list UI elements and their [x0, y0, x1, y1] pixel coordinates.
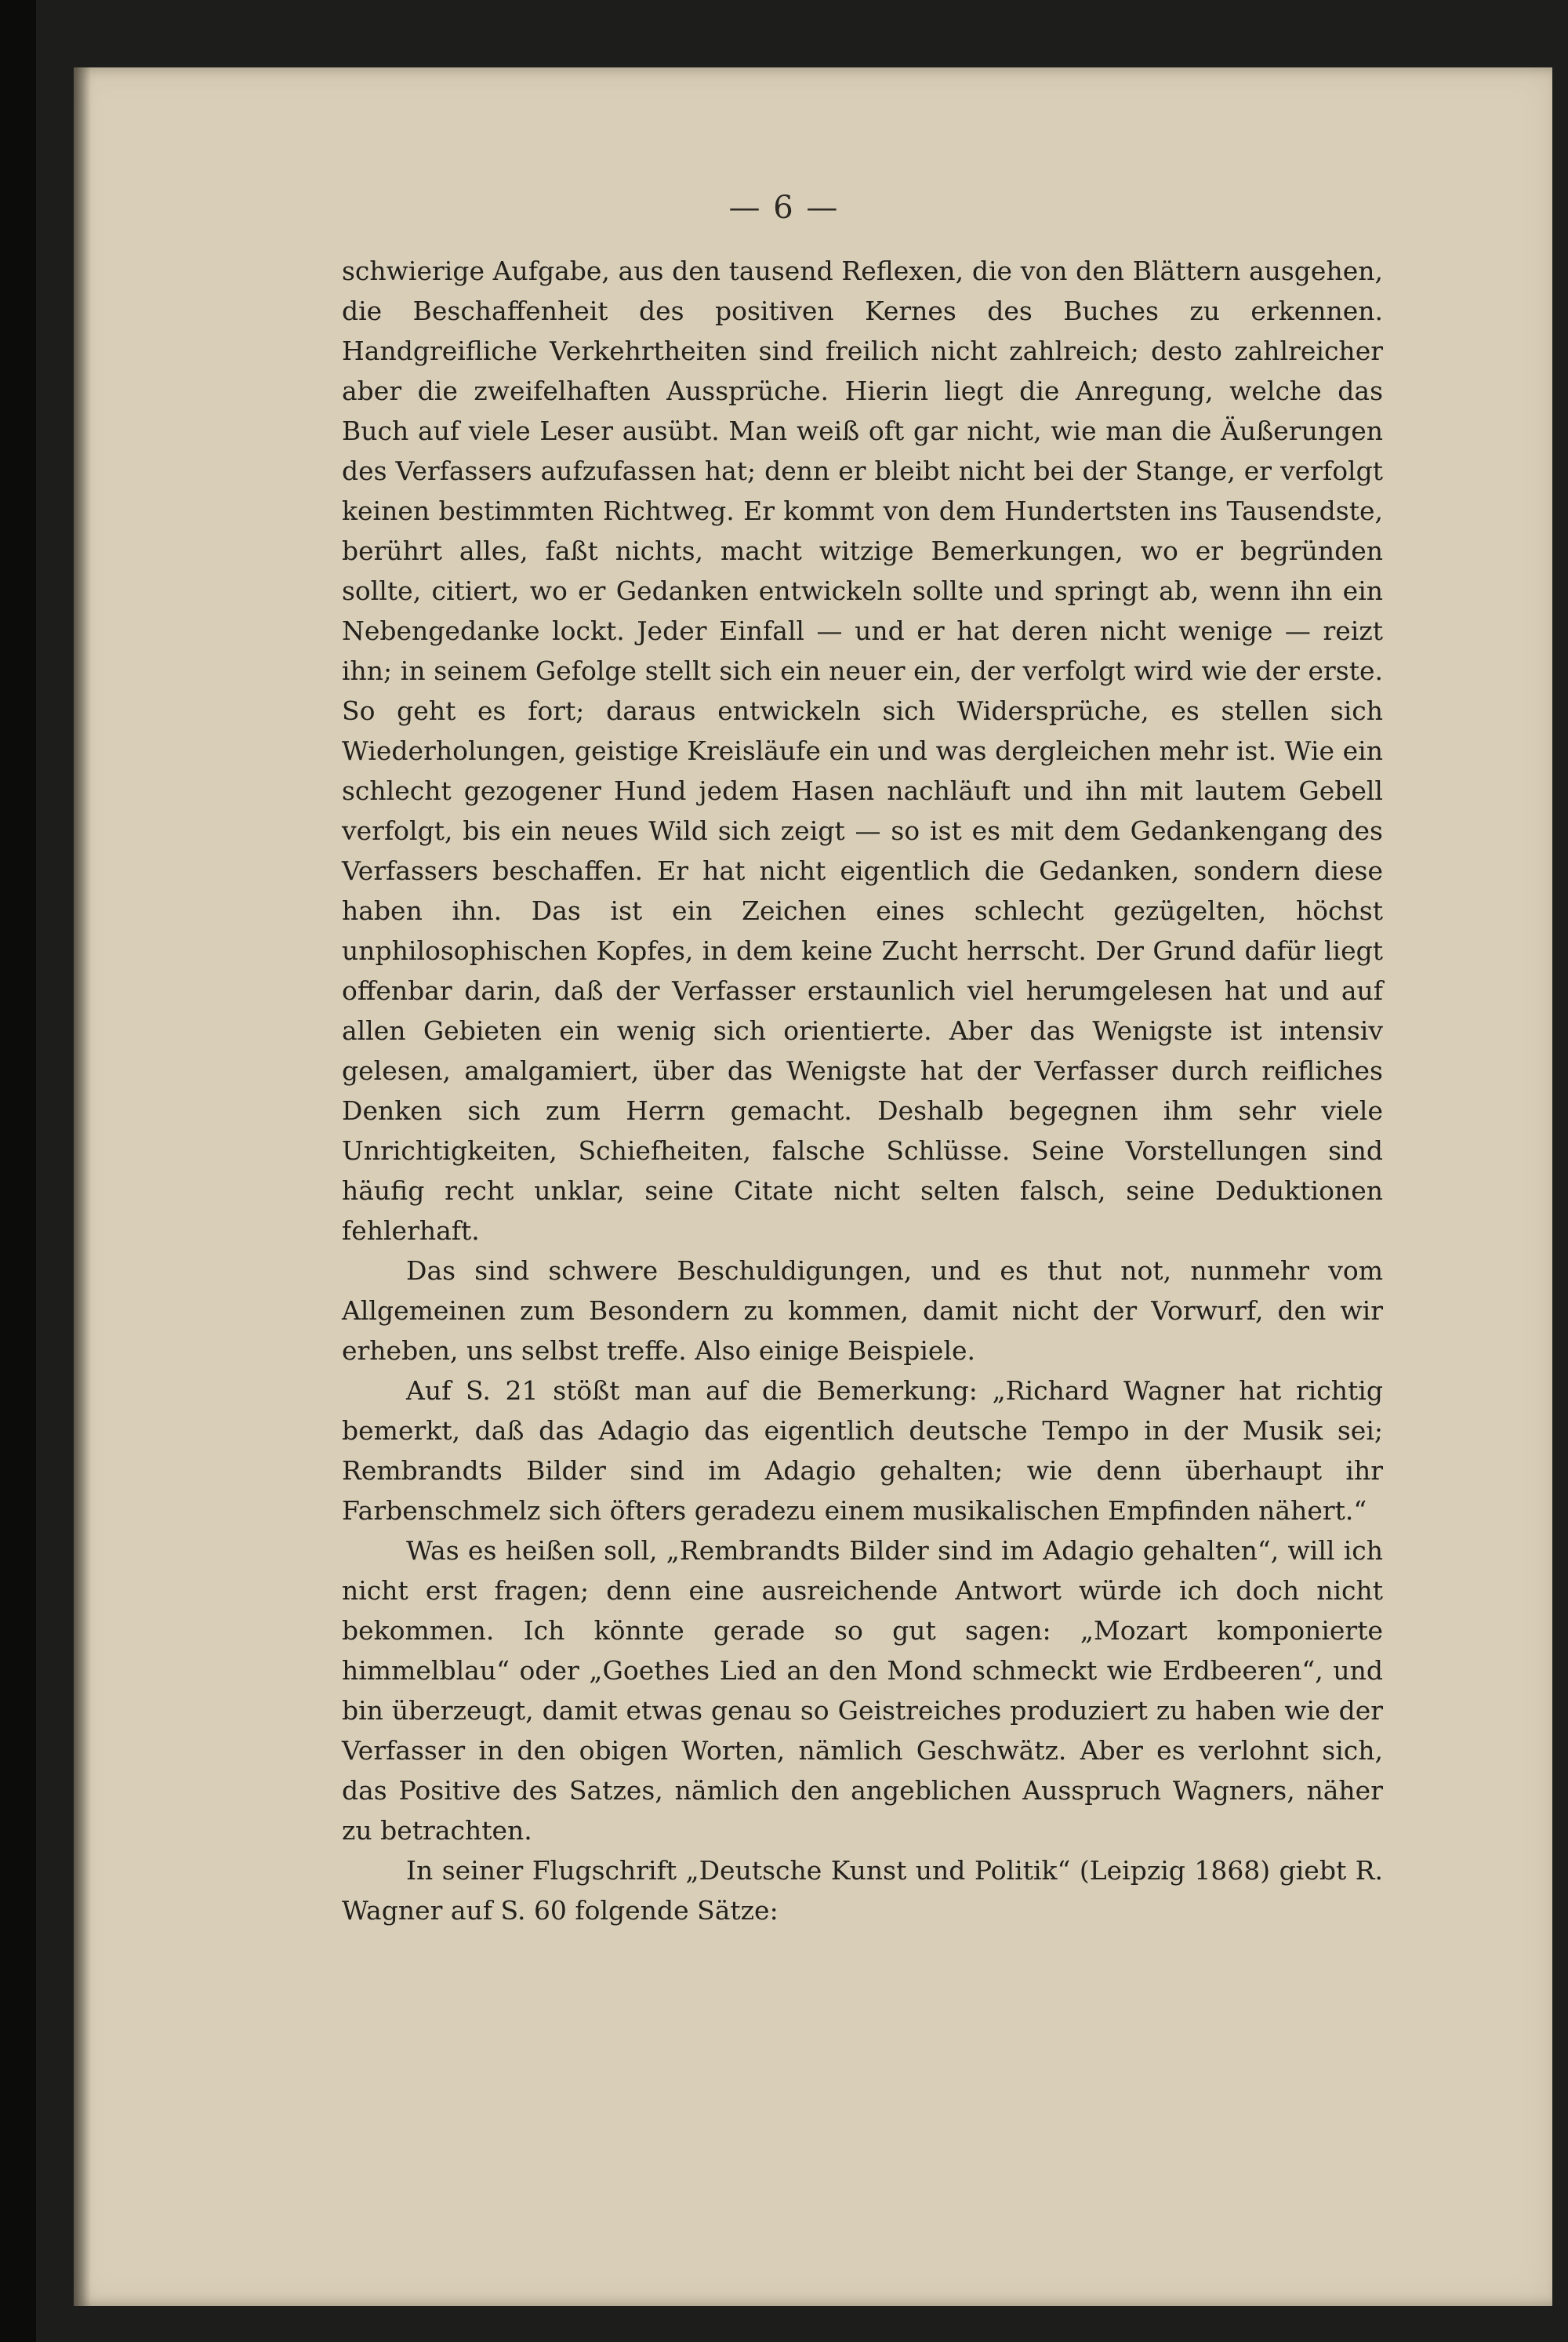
- paragraph-1: schwierige Aufgabe, aus den tausend Reflexen, die von den Blättern ausgehen, die Beschaffenheit des positiven Kernes des Buches zu erkennen. Handgreifliche Verkehrtheiten sind freilich nicht zahlreich; desto zahlreicher aber die zweifelhaften Aussprüche. Hierin liegt die Anregung, welche das Buch auf viele Leser ausübt. Man weiß oft gar nicht, wie man die Äußerungen des Verfassers aufzufassen hat; denn er bleibt nicht bei der Stange, er verfolgt keinen bestimmten Richtweg. Er kommt von dem Hundertsten ins Tausendste, berührt alles, faßt nichts, macht witzige Bemerkungen, wo er begründen sollte, citiert, wo er Gedanken entwickeln sollte und springt ab, wenn ihn ein Nebengedanke lockt. Jeder Einfall — und er hat deren nicht wenige — reizt ihn; in seinem Gefolge stellt sich ein neuer ein, der verfolgt wird wie der erste. So geht es fort; daraus entwickeln sich Widersprüche, es stellen sich Wiederholungen, geistige Kreisläufe ein und was dergleichen mehr ist. Wie ein schlecht gezogener Hund jedem Hasen nachläuft und ihn mit lautem Gebell verfolgt, bis ein neues Wild sich zeigt — so ist es mit dem Gedankengang des Verfassers beschaffen. Er hat nicht eigentlich die Gedanken, sondern diese haben ihn. Das ist ein Zeichen eines schlecht gezügelten, höchst unphilosophischen Kopfes, in dem keine Zucht herrscht. Der Grund dafür liegt offenbar darin, daß der Verfasser erstaunlich viel herumgelesen hat und auf allen Gebieten ein wenig sich orientierte. Aber das Wenigste ist intensiv gelesen, amalgamiert, über das Wenigste hat der Verfasser durch reifliches Denken sich zum Herrn gemacht. Deshalb begegnen ihm sehr viele Unrichtigkeiten, Schiefheiten, falsche Schlüsse. Seine Vorstellungen sind häufig recht unklar, seine Citate nicht selten falsch, seine Deduktionen fehlerhaft.: [342, 256, 1383, 1246]
- paragraph-4: Was es heißen soll, „Rembrandts Bilder sind im Adagio gehalten“, will ich nicht erst fragen; denn eine ausreichende Antwort würde ich doch nicht bekommen. Ich könnte gerade so gut sagen: „Mozart komponierte himmelblau“ oder „Goethes Lied an den Mond schmeckt wie Erdbeeren“, und bin überzeugt, damit etwas genau so Geistreiches produziert zu haben wie der Verfasser in den obigen Worten, nämlich Geschwätz. Aber es verlohnt sich, das Positive des Satzes, nämlich den angeblichen Ausspruch Wagners, näher zu betrachten.: [342, 1535, 1383, 1846]
- paragraph-5: In seiner Flugschrift „Deutsche Kunst und Politik“ (Leipzig 1868) giebt R. Wagner auf S. 60 folgende Sätze:: [342, 1855, 1383, 1926]
- page-gutter-shadow: [74, 67, 91, 2306]
- body-text: [342, 251, 1383, 1930]
- paragraph-2: Das sind schwere Beschuldigungen, und es thut not, nunmehr vom Allgemeinen zum Besondern zu kommen, damit nicht der Vorwurf, den wir erheben, uns selbst treffe. Also einige Beispiele.: [342, 1255, 1383, 1366]
- paragraph-3-quote: Auf S. 21 stößt man auf die Bemerkung: „Richard Wagner hat richtig bemerkt, daß das Adagio das eigentlich deutsche Tempo in der Musik sei; Rembrandts Bilder sind im Adagio gehalten; wie denn überhaupt ihr Farbenschmelz sich öfters geradezu einem musikalischen Empfinden nähert.“: [342, 1375, 1383, 1526]
- book-spine-edge: [0, 0, 36, 2342]
- page-number: — 6 —: [728, 190, 840, 226]
